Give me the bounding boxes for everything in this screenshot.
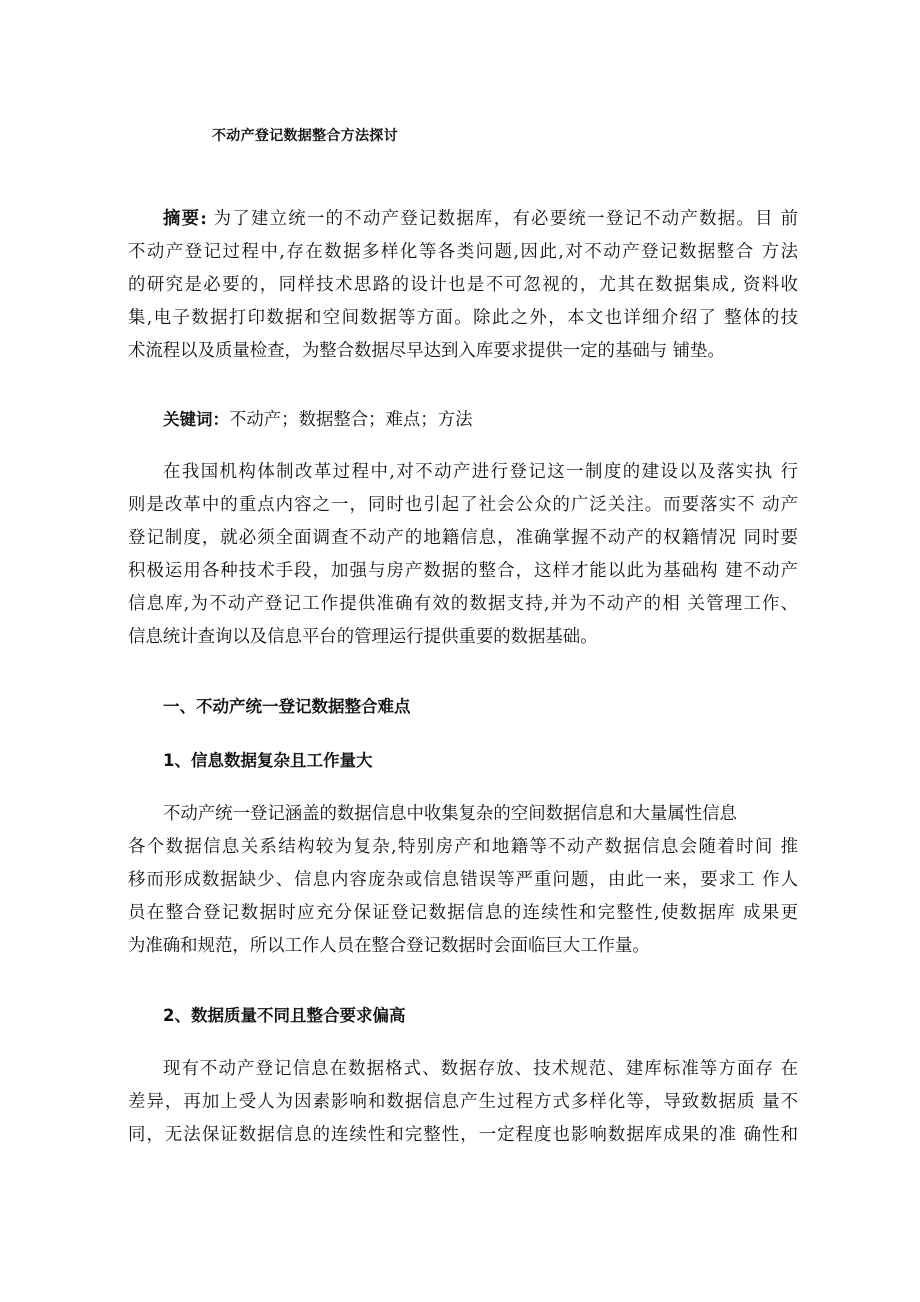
sub1-line: 移而形成数据缺少、信息内容庞杂或信息错误等严重问题，由此一来，要求工 作人 [128,870,798,890]
sub1-line: 各个数据信息关系结构较为复杂,特别房产和地籍等不动产数据信息会随着时间 推 [128,837,798,857]
subsection-heading: 2、数据质量不同且整合要求偏高 [163,1006,406,1025]
abstract-label: 摘要: [163,209,207,229]
document-title: 不动产登记数据整合方法探讨 [212,128,398,144]
sub2-line: 现有不动产登记信息在数据格式、数据存放、技术规范、建库标准等方面存 在 [163,1059,798,1079]
intro-line: 在我国机构体制改革过程中,对不动产进行登记这一制度的建设以及落实执 行 [163,462,798,482]
sub1-line: 为准确和规范，所以工作人员在整合登记数据时会面临巨大工作量。 [128,936,650,956]
sub2-paragraph [128,1053,798,1152]
sub2-line: 同，无法保证数据信息的连续性和完整性，一定程度也影响数据库成果的准 确性和 [128,1125,798,1145]
abstract-line: 的研究是必要的，同样技术思路的设计也是不可忽视的，尤其在数据集成, 资料收 [128,275,798,295]
abstract-block [128,203,798,368]
intro-paragraph [128,456,798,654]
abstract-line: 集,电子数据打印数据和空间数据等方面。除此之外，本文也详细介绍了 整体的技 [128,308,798,328]
intro-line: 积极运用各种技术手段，加强与房产数据的整合，这样才能以此为基础构 建不动产 [128,561,798,581]
sub1-line: 员在整合登记数据时应充分保证登记数据信息的连续性和完整性,使数据库 成果更 [128,903,798,923]
subsection-heading: 1、信息数据复杂且工作量大 [163,751,373,770]
abstract-line: 术流程以及质量检查，为整合数据尽早达到入库要求提供一定的基础与 铺垫。 [128,341,725,361]
keywords-label: 关键词： [163,410,229,429]
intro-line: 则是改革中的重点内容之一，同时也引起了社会公众的广泛关注。而要落实不 动产 [128,495,798,515]
intro-line: 信息库,为不动产登记工作提供准确有效的数据支持,并为不动产的相 关管理工作、 [128,594,798,614]
keywords-text: 不动产；数据整合；难点；方法 [229,410,473,430]
abstract-line: 不动产登记过程中,存在数据多样化等各类问题,因此,对不动产登记数据整合 方法 [128,242,798,262]
abstract-line: 摘要: 为了建立统一的不动产登记数据库，有必要统一登记不动产数据。目 前 [163,209,799,229]
sub1-line: 不动产统一登记涵盖的数据信息中收集复杂的空间数据信息和大量属性信息 [163,804,737,824]
intro-line: 登记制度，就必须全面调查不动产的地籍信息，准确掌握不动产的权籍情况 同时要 [128,528,798,548]
sub2-line: 差异，再加上受人为因素影响和数据信息产生过程方式多样化等，导致数据质 量不 [128,1092,798,1112]
section-heading: 一、不动产统一登记数据整合难点 [163,697,411,716]
keywords-line [163,408,472,432]
intro-line: 信息统计查询以及信息平台的管理运行提供重要的数据基础。 [128,627,598,647]
sub1-paragraph [128,798,798,963]
